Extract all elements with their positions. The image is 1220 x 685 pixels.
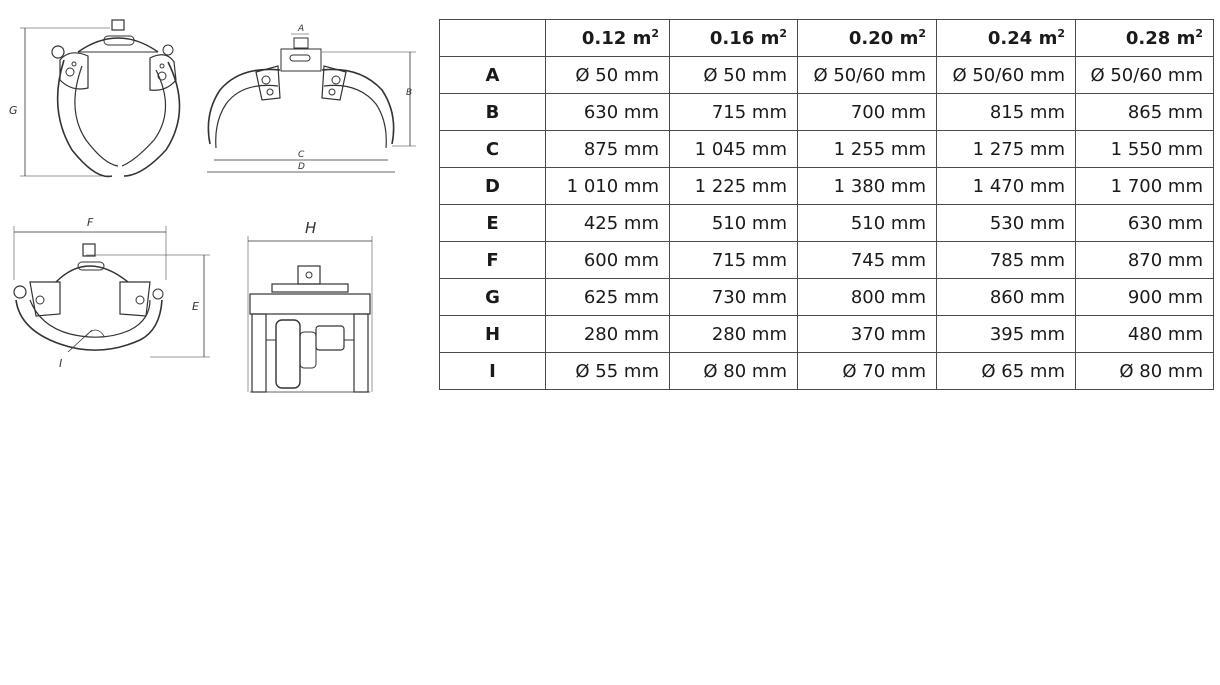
column-header: 0.24 $m^2$ (937, 20, 1076, 57)
drawing-front-open (14, 226, 210, 357)
row-key: I (440, 353, 546, 390)
dim-label-c: C (298, 150, 305, 160)
table-cell: 1 255 mm (798, 131, 937, 168)
table-row (440, 279, 1214, 316)
drawing-open (207, 34, 416, 172)
row-key: G (440, 279, 546, 316)
row-key: D (440, 168, 546, 205)
row-key: F (440, 242, 546, 279)
table-cell: 480 mm (1076, 316, 1214, 353)
table-cell: 1 275 mm (937, 131, 1076, 168)
technical-drawings (0, 0, 430, 400)
table-cell: 425 mm (546, 205, 670, 242)
table-cell: 370 mm (798, 316, 937, 353)
table-cell: 625 mm (546, 279, 670, 316)
dim-label-e: E (192, 300, 199, 313)
table-cell: 815 mm (937, 94, 1076, 131)
table-cell: 715 mm (670, 94, 798, 131)
table-cell: 875 mm (546, 131, 670, 168)
table-cell: 700 mm (798, 94, 937, 131)
grapple-drawings-svg (0, 0, 430, 400)
table-cell: 745 mm (798, 242, 937, 279)
row-key: A (440, 57, 546, 94)
table-cell: 870 mm (1076, 242, 1214, 279)
column-header: 0.20 $m^2$ (798, 20, 937, 57)
table-cell: 785 mm (937, 242, 1076, 279)
column-header: 0.12 $m^2$ (546, 20, 670, 57)
table-cell: Ø 80 mm (1076, 353, 1214, 390)
table-cell: 900 mm (1076, 279, 1214, 316)
table-cell: 730 mm (670, 279, 798, 316)
table-cell: 280 mm (670, 316, 798, 353)
table-cell: 715 mm (670, 242, 798, 279)
dim-label-h: H (305, 219, 317, 237)
table-row (440, 205, 1214, 242)
table-corner-cell (440, 20, 546, 57)
table-row (440, 316, 1214, 353)
table-cell: 530 mm (937, 205, 1076, 242)
table-cell: 865 mm (1076, 94, 1214, 131)
table-cell: Ø 70 mm (798, 353, 937, 390)
table-cell: 1 700 mm (1076, 168, 1214, 205)
dim-label-i: I (59, 357, 63, 370)
dim-label-a: A (298, 24, 305, 34)
table-cell: Ø 50 mm (546, 57, 670, 94)
column-header: 0.16 $m^2$ (670, 20, 798, 57)
dim-label-d: D (298, 162, 305, 172)
table-cell: 600 mm (546, 242, 670, 279)
table-row (440, 242, 1214, 279)
table-header-row (440, 20, 1214, 57)
table-row (440, 353, 1214, 390)
column-header: 0.28 $m^2$ (1076, 20, 1214, 57)
table-row (440, 94, 1214, 131)
dim-label-b: B (406, 88, 413, 98)
row-key: C (440, 131, 546, 168)
table-cell: 1 045 mm (670, 131, 798, 168)
row-key: E (440, 205, 546, 242)
specifications-table (439, 19, 1214, 390)
table-cell: 1 550 mm (1076, 131, 1214, 168)
table-row (440, 131, 1214, 168)
dim-label-g: G (9, 104, 18, 117)
table-cell: 510 mm (798, 205, 937, 242)
table-cell: 860 mm (937, 279, 1076, 316)
table-row (440, 57, 1214, 94)
row-key: H (440, 316, 546, 353)
table-cell: 1 470 mm (937, 168, 1076, 205)
table-cell: Ø 50/60 mm (1076, 57, 1214, 94)
table-cell: Ø 50/60 mm (937, 57, 1076, 94)
table-cell: Ø 65 mm (937, 353, 1076, 390)
table-cell: 630 mm (1076, 205, 1214, 242)
table-cell: Ø 50/60 mm (798, 57, 937, 94)
table-cell: 1 225 mm (670, 168, 798, 205)
table-cell: 630 mm (546, 94, 670, 131)
table-cell: Ø 80 mm (670, 353, 798, 390)
table-cell: 1 010 mm (546, 168, 670, 205)
table-cell: Ø 50 mm (670, 57, 798, 94)
row-key: B (440, 94, 546, 131)
table-cell: 280 mm (546, 316, 670, 353)
table-cell: 395 mm (937, 316, 1076, 353)
table-cell: 510 mm (670, 205, 798, 242)
table-cell: 1 380 mm (798, 168, 937, 205)
dim-label-f: F (87, 216, 94, 229)
drawing-rotator (248, 236, 372, 392)
table-row (440, 168, 1214, 205)
drawing-front-closed (20, 20, 180, 176)
table-cell: 800 mm (798, 279, 937, 316)
table-cell: Ø 55 mm (546, 353, 670, 390)
